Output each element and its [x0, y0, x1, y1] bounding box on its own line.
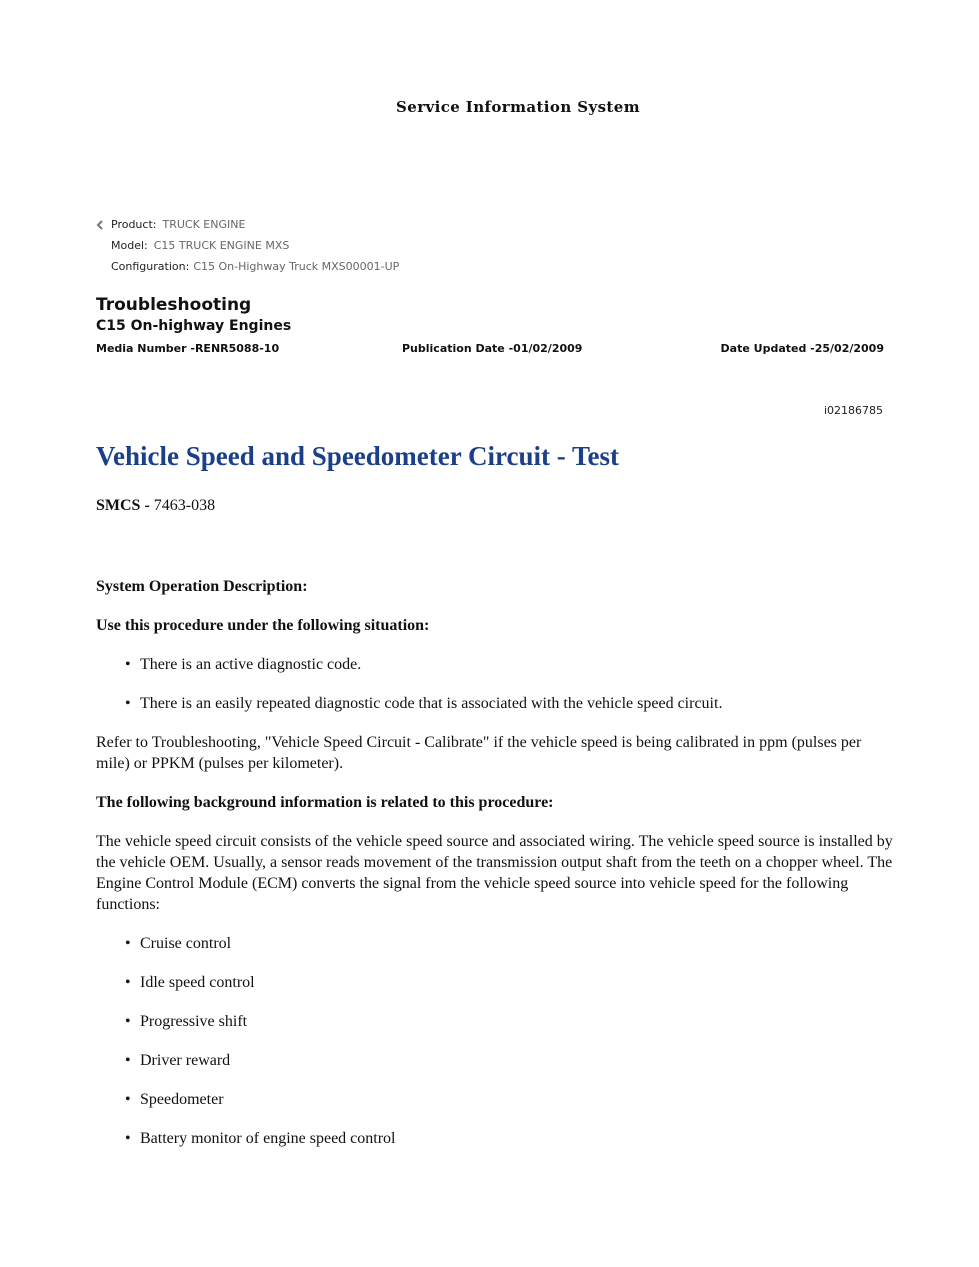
document-id: i02186785 [823, 404, 883, 417]
bullet-icon: • [125, 695, 131, 712]
list-item-text: Cruise control [140, 935, 232, 952]
document-subtitle: C15 On-highway Engines [96, 318, 292, 334]
list-item-text: There is an easily repeated diagnostic code that is associated with the vehicle speed circuit. [140, 695, 723, 712]
refer-paragraph: Refer to Troubleshooting, "Vehicle Speed Circuit - Calibrate" if the vehicle speed is being calibrated in ppm (pulses per mile) or PPKM (pulses per kilometer). [96, 734, 862, 772]
system-operation-heading: System Operation Description: [96, 578, 308, 595]
configuration-value: C15 On-Highway Truck MXS00001-UP [193, 260, 400, 273]
product-info [96, 214, 399, 277]
media-number: Media Number -RENR5088-10 [96, 342, 280, 355]
publication-date: Publication Date -01/02/2009 [402, 342, 583, 355]
smcs-label: SMCS - [96, 497, 150, 514]
bullet-icon: • [125, 974, 131, 991]
list-item [96, 1128, 896, 1149]
list-item-text: Driver reward [140, 1052, 231, 1069]
model-row [96, 235, 399, 256]
back-arrow-icon[interactable] [96, 214, 111, 235]
list-item [96, 1089, 896, 1110]
functions-list [96, 933, 896, 1149]
system-title: Service Information System [396, 98, 640, 116]
situations-list [96, 654, 896, 714]
list-item-text: Battery monitor of engine speed control [140, 1130, 396, 1147]
list-item [96, 1011, 896, 1032]
product-value: TRUCK ENGINE [162, 218, 246, 231]
background-heading: The following background information is related to this procedure: [96, 794, 554, 811]
list-item [96, 654, 896, 675]
list-item [96, 972, 896, 993]
product-label: Product: [111, 218, 157, 231]
list-item [96, 933, 896, 954]
list-item-text: Idle speed control [140, 974, 255, 991]
bullet-icon: • [125, 656, 131, 673]
configuration-row [96, 256, 399, 277]
document-body [96, 576, 896, 1167]
bullet-icon: • [125, 1130, 131, 1147]
configuration-label: Configuration: [111, 260, 190, 273]
smcs-value: 7463-038 [153, 497, 216, 514]
model-value: C15 TRUCK ENGINE MXS [153, 239, 290, 252]
date-updated: Date Updated -25/02/2009 [720, 342, 884, 355]
bullet-icon: • [125, 1013, 131, 1030]
model-label: Model: [111, 239, 148, 252]
document-header [96, 294, 884, 360]
product-row [96, 214, 399, 235]
list-item-text: Speedometer [140, 1091, 224, 1108]
list-item [96, 1050, 896, 1071]
procedure-heading: Use this procedure under the following situation: [96, 617, 430, 634]
bullet-icon: • [125, 1091, 131, 1108]
bullet-icon: • [125, 935, 131, 952]
list-item [96, 693, 896, 714]
document-type: Troubleshooting [96, 295, 252, 315]
page-title: Vehicle Speed and Speedometer Circuit - Test [96, 441, 620, 471]
background-paragraph: The vehicle speed circuit consists of the vehicle speed source and associated wiring. The vehicle speed source is installed by the vehicle OEM. Usually, a sensor reads movement of the transmission output shaft from the teeth on a chopper wheel. The Engine Control Module (ECM) converts the signal from the vehicle speed source into vehicle speed for the following functions: [96, 833, 893, 913]
list-item-text: There is an active diagnostic code. [140, 656, 362, 673]
list-item-text: Progressive shift [140, 1013, 248, 1030]
bullet-icon: • [125, 1052, 131, 1069]
smcs-code [96, 497, 215, 515]
document-meta-row [96, 342, 884, 360]
